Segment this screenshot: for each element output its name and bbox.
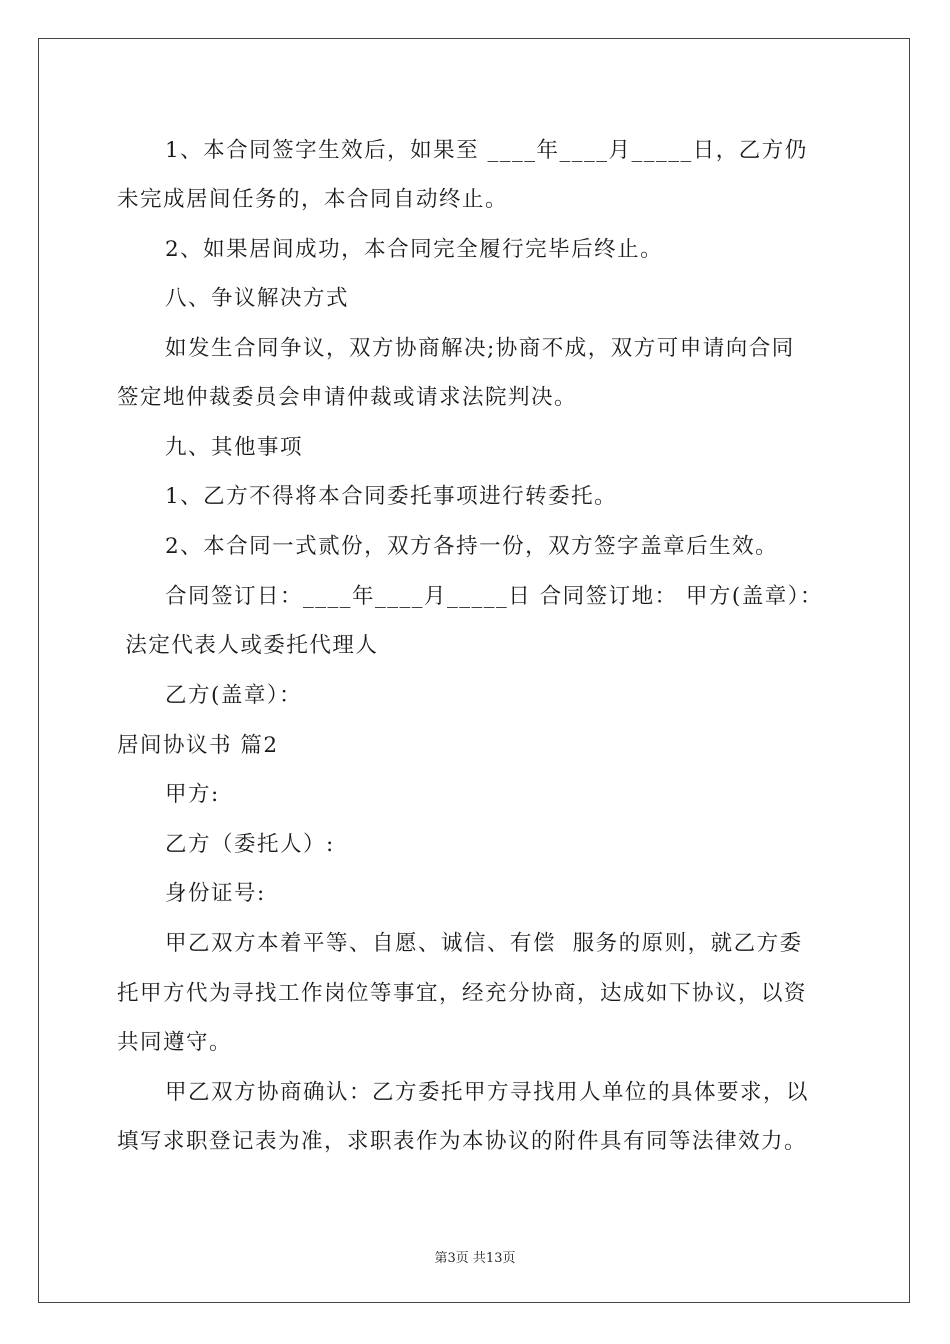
text-line: 身份证号:	[165, 881, 266, 906]
page-border	[38, 38, 910, 1303]
page-number: 第3页 共13页	[434, 1251, 516, 1266]
text-line: 甲乙双方协商确认：乙方委托甲方寻找用人单位的具体要求，以	[165, 1080, 810, 1105]
text-line: 未完成居间任务的，本合同自动终止。	[117, 187, 509, 212]
text-line: 1、乙方不得将本合同委托事项进行转委托。	[165, 484, 618, 509]
section-heading: 八、争议解决方式	[165, 286, 350, 311]
text-line: 乙方(盖章）：	[165, 683, 303, 708]
text-line: 乙方（委托人）:	[165, 832, 335, 857]
text-line: 2、本合同一式贰份，双方各持一份，双方签字盖章后生效。	[165, 534, 779, 559]
text-line: 填写求职登记表为准，求职表作为本协议的附件具有同等法律效力。	[117, 1129, 808, 1154]
text-line: 托甲方代为寻找工作岗位等事宜，经充分协商，达成如下协议，以资	[117, 981, 808, 1006]
text-line: 甲方:	[165, 782, 220, 807]
document-title: 居间协议书 篇2	[117, 733, 279, 758]
text-line: 如发生合同争议，双方协商解决;协商不成，双方可申请向合同	[165, 336, 795, 361]
text-line: 共同遵守。	[117, 1030, 233, 1055]
text-line: 法定代表人或委托代理人	[117, 633, 379, 658]
text-line: 签定地仲裁委员会申请仲裁或请求法院判决。	[117, 385, 578, 410]
text-line: 甲乙双方本着平等、自愿、诚信、有偿 服务的原则，就乙方委	[165, 931, 803, 956]
text-line: 合同签订日：____年____月_____日 合同签订地： 甲方(盖章）：	[165, 584, 824, 609]
text-line: 2、如果居间成功，本合同完全履行完毕后终止。	[165, 237, 664, 262]
section-heading: 九、其他事项	[165, 435, 304, 460]
text-line: 1、本合同签字生效后，如果至 ____年____月_____日，乙方仍	[165, 138, 808, 163]
